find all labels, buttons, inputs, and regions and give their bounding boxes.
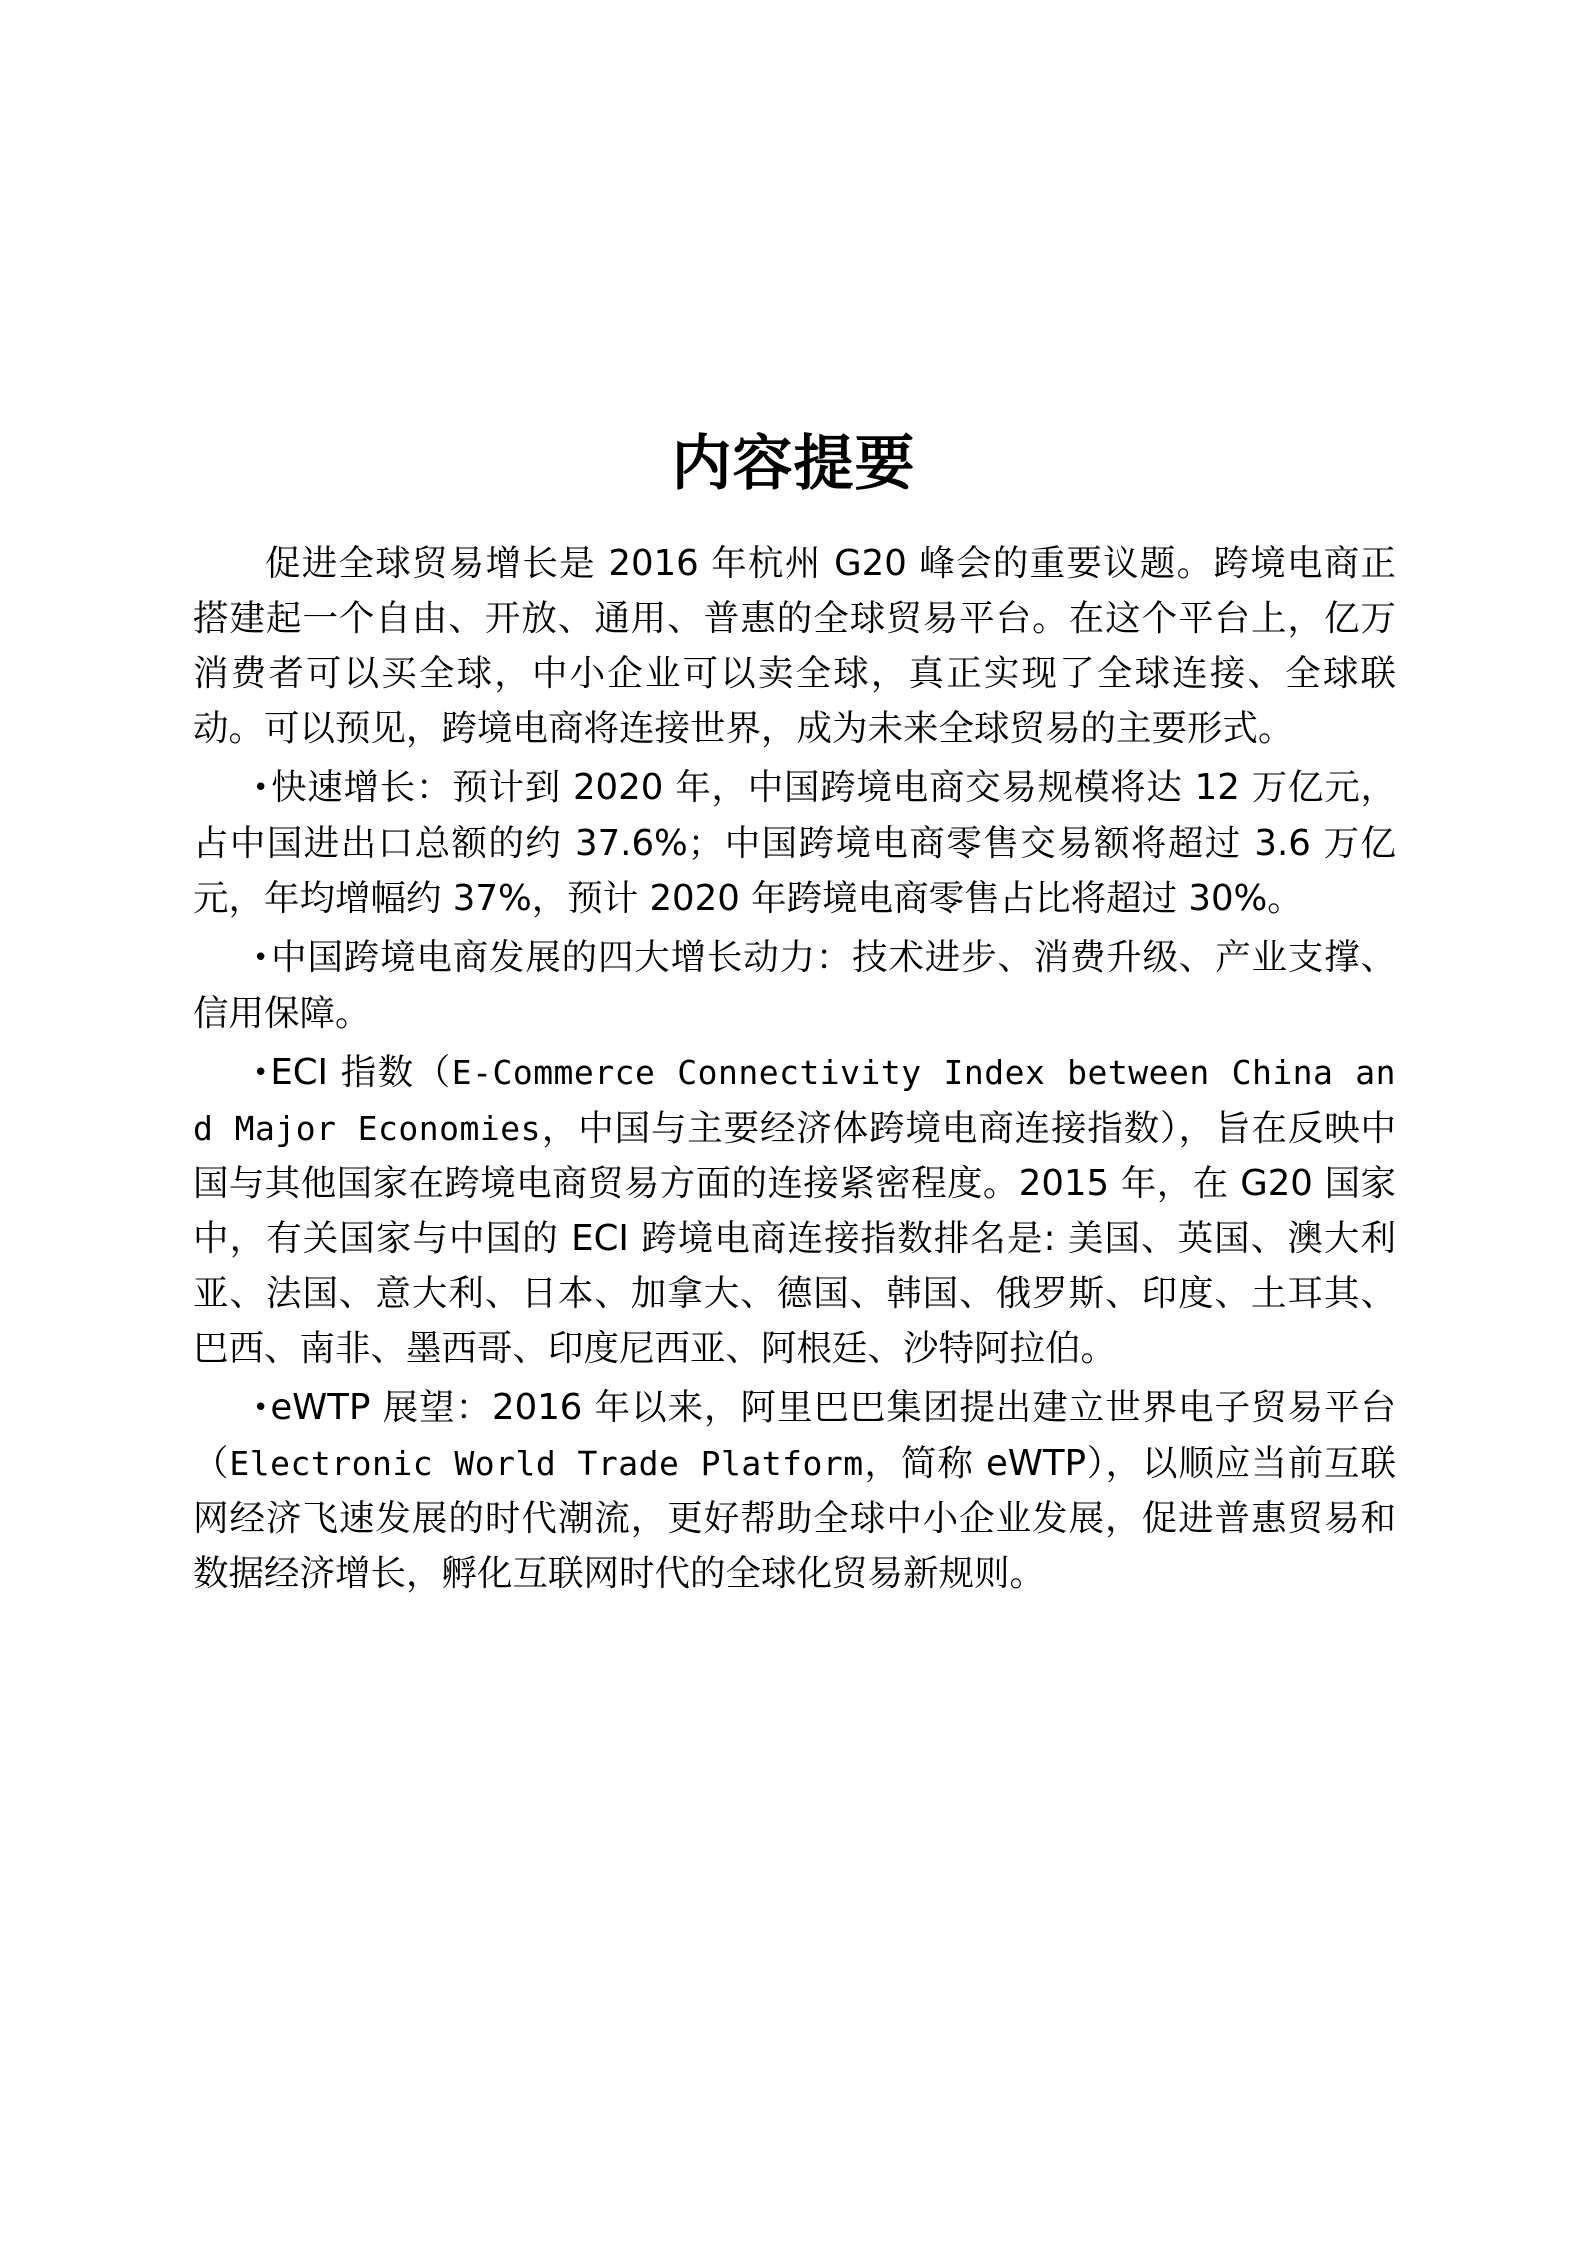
bullet-dot-icon: • (253, 942, 269, 973)
bullet-dot-icon: • (253, 772, 269, 803)
bullet-text-four-drivers: 中国跨境电商发展的四大增长动力：技术进步、消费升级、产业支撑、信用保障。 (193, 936, 1396, 1034)
eci-english-name: E-Commerce Connectivity Index between China and Major Economies (193, 1052, 1396, 1148)
body-text-block (193, 536, 1396, 1605)
ewtp-description: ，简称 eWTP），以顺应当前互联网经济飞速发展的时代潮流，更好帮助全球中小企业发展，促进普惠贸易和数据经济增长，孵化互联网时代的全球化贸易新规则。 (193, 1442, 1396, 1594)
bullet-text-fast-growth: 快速增长：预计到 2020 年，中国跨境电商交易规模将达 12 万亿元，占中国进出口总额的约 37.6%；中国跨境电商零售交易额将超过 3.6 万亿元，年均增幅约 37%，预计 2020 年跨境电商零售占比将超过 30%。 (193, 767, 1396, 919)
eci-description: ，中国与主要经济体跨境电商连接指数），旨在反映中国与其他国家在跨境电商贸易方面的连接紧密程度。2015 年，在 G20 国家中，有关国家与中国的 ECI 跨境电商连接指数排名是: 美国、英国、澳大利亚、法国、意大利、日本、加拿大、德国、韩国、俄罗斯、印度、土耳其、巴西、南非、墨西哥、印度尼西亚、阿根廷、沙特阿拉伯。 (193, 1107, 1396, 1369)
bullet-dot-icon: • (253, 1392, 269, 1423)
page-title: 内容提要 (671, 429, 916, 500)
bullet-dot-icon: • (253, 1057, 269, 1088)
bullet-item-fast-growth (193, 760, 1396, 926)
lead-paragraph: 促进全球贸易增长是 2016 年杭州 G20 峰会的重要议题。跨境电商正搭建起一个自由、开放、通用、普惠的全球贸易平台。在这个平台上，亿万消费者可以买全球，中小企业可以卖全球，真正实现了全球连接、全球联动。可以预见，跨境电商将连接世界，成为未来全球贸易的主要形式。 (193, 543, 1396, 749)
eci-label: ECI 指数（ (270, 1051, 452, 1093)
ewtp-label: eWTP 展望：2016 年以来，阿里巴巴集团提出建立世界电子贸易平台（ (193, 1386, 1396, 1484)
bullet-item-eci-index (193, 1045, 1396, 1376)
bullet-item-four-drivers (193, 930, 1396, 1041)
ewtp-english-name: Electronic World Trade Platform (229, 1443, 864, 1483)
bullet-item-ewtp-outlook (193, 1380, 1396, 1601)
